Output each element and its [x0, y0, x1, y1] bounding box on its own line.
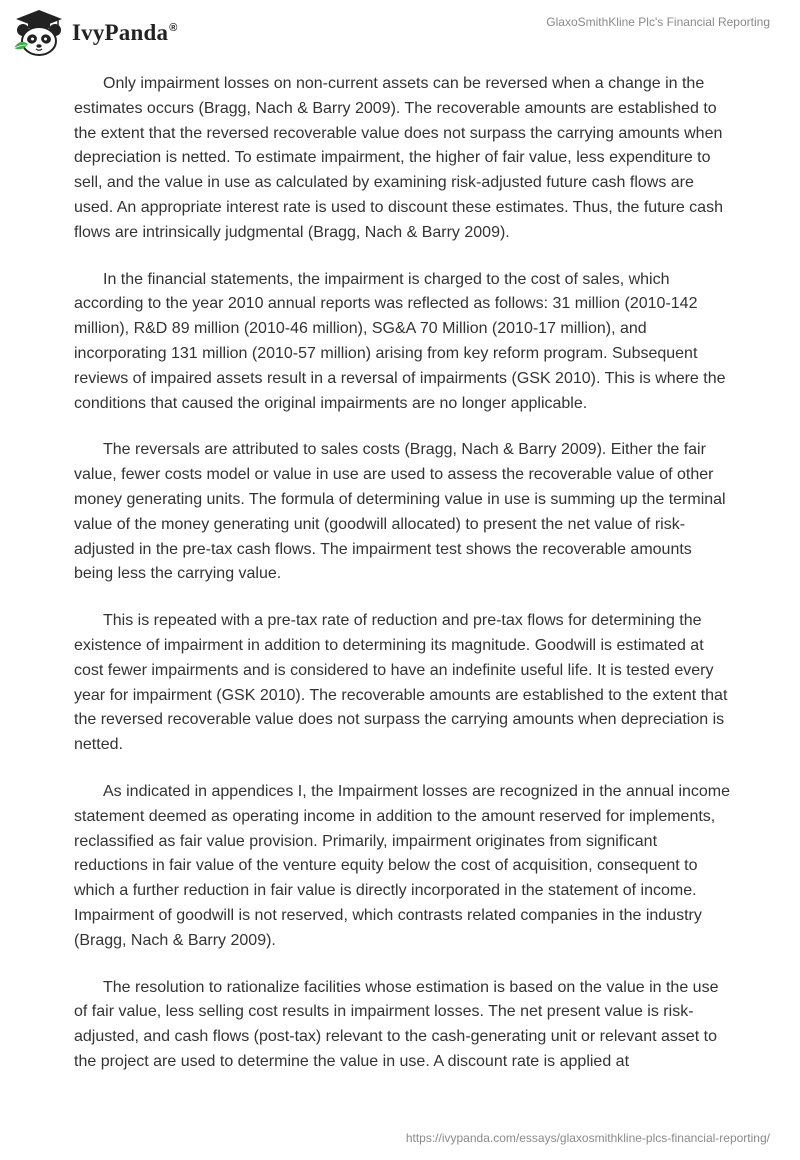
paragraph-6: The resolution to rationalize facilities whose estimation is based on the value in the use of fair value, less selling cost results in impairment losses. The net present value is risk-adjusted, and cash flows (post-tax) relevant to the cash-generating unit or relevant asset to the project are used to determine the value in use. A discount rate is applied at [74, 978, 719, 1070]
brand-name [72, 20, 178, 46]
source-url[interactable]: https://ivypanda.com/essays/glaxosmithkline-plcs-financial-reporting/ [405, 1131, 770, 1145]
paragraph-4: This is repeated with a pre-tax rate of reduction and pre-tax flows for determining the existence of impairment in addition to determining its magnitude. Goodwill is estimated at cost fewer impairments and is considered to have an indefinite useful life. It is tested every year for impairment (GSK 2010). The recoverable amounts are established to the extent that the reversed recoverable value does not surpass the carrying amounts when depreciation is netted. [74, 612, 728, 754]
essay-body [74, 72, 734, 1097]
paragraph-5: As indicated in appendices I, the Impairment losses are recognized in the annual income statement deemed as operating income in addition to the amount reserved for implements, reclassified as fair value provision. Primarily, impairment originates from significant reductions in fair value of the venture equity below the cost of acquisition, consequent to which a further reduction in fair value is directly incorporated in the statement of income. Impairment of goodwill is not reserved, which contrasts related companies in the industry (Bragg, Nach & Barry 2009). [74, 782, 731, 949]
paragraph-3: The reversals are attributed to sales costs (Bragg, Nach & Barry 2009). Either the fair value, fewer costs model or value in use are used to assess the recoverable value of other money generating units. The formula of determining value in use is summing up the terminal value of the money generating unit (goodwill allocated) to present the net value of risk-adjusted in the pre-tax cash flows. The impairment test shows the recoverable amounts being less the carrying value. [74, 441, 726, 583]
paragraph-1: Only impairment losses on non-current assets can be reversed when a change in the estimates occurs (Bragg, Nach & Barry 2009). The recoverable amounts are established to the extent that the reversed recoverable value does not surpass the carrying amounts when depreciation is netted. To estimate impairment, the higher of fair value, less expenditure to sell, and the value in use as calculated by examining risk-adjusted future cash flows are used. An appropriate interest rate is used to discount these estimates. Thus, the future cash flows are intrinsically judgmental (Bragg, Nach & Barry 2009). [74, 75, 723, 241]
brand-name-text: IvyPanda [72, 20, 169, 45]
brand-registered-mark: ® [169, 22, 178, 35]
panda-graduate-icon [12, 8, 66, 58]
brand-logo[interactable] [12, 8, 178, 58]
document-title: GlaxoSmithKline Plc's Financial Reporting [546, 15, 770, 29]
page-header [0, 0, 800, 66]
paragraph-2: In the financial statements, the impairment is charged to the cost of sales, which according to the year 2010 annual reports was reflected as follows: 31 million (2010-142 million), R&D 89 million (2010-46 million), SG&A 70 Million (2010-17 million), and incorporating 131 million (2010-57 million) arising from key reform program. Subsequent reviews of impaired assets result in a reversal of impairments (GSK 2010). This is where the conditions that caused the original impairments are no longer applicable. [74, 270, 726, 412]
